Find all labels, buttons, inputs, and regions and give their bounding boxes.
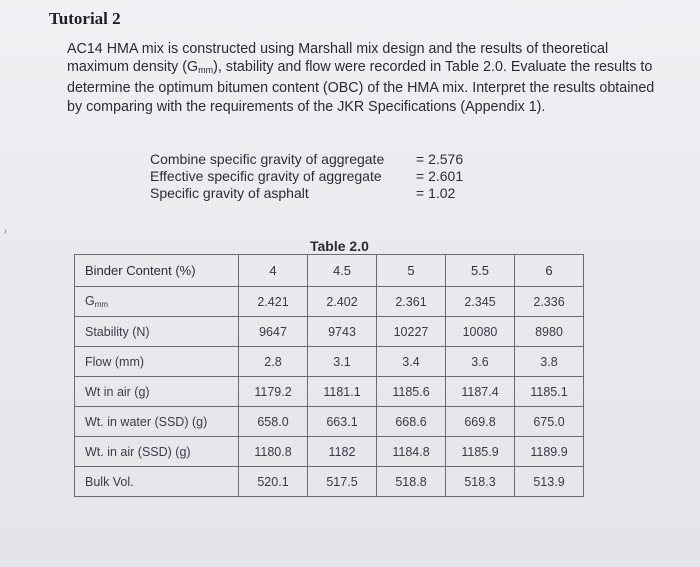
table-row bbox=[75, 317, 584, 347]
property-label: Effective specific gravity of aggregate bbox=[150, 168, 382, 184]
row-label: Wt in air (g) bbox=[75, 377, 239, 407]
property-value: = 2.576 bbox=[416, 151, 464, 167]
property-label: Combine specific gravity of aggregate bbox=[150, 151, 385, 167]
gmm-subscript: mm bbox=[198, 65, 214, 76]
table-cell: 1181.1 bbox=[308, 377, 377, 407]
statement-text-1: AC14 HMA mix is constructed using Marshall mix design and the results of theoretical maximum density (G bbox=[67, 41, 609, 76]
table-cell: 1184.8 bbox=[377, 437, 446, 467]
table-cell: 1179.2 bbox=[239, 377, 308, 407]
table-row bbox=[75, 437, 584, 467]
table-row bbox=[75, 407, 584, 437]
table-cell: 2.361 bbox=[377, 287, 446, 317]
table-cell: 3.4 bbox=[377, 347, 446, 377]
margin-mark: › bbox=[4, 226, 7, 236]
row-label: Wt. in air (SSD) (g) bbox=[75, 437, 239, 467]
page-title: Tutorial 2 bbox=[49, 9, 121, 28]
table-row bbox=[75, 377, 584, 407]
property-label: Specific gravity of asphalt bbox=[150, 185, 309, 201]
table-cell: 9743 bbox=[308, 317, 377, 347]
row-label: Wt. in water (SSD) (g) bbox=[75, 407, 239, 437]
table-cell: 1182 bbox=[308, 437, 377, 467]
table-cell: 1185.9 bbox=[446, 437, 515, 467]
table-header-row bbox=[75, 255, 584, 287]
row-label: Flow (mm) bbox=[75, 347, 239, 377]
row-label-subscript: mm bbox=[94, 300, 109, 309]
table-cell: 2.336 bbox=[515, 287, 584, 317]
statement-text-2: ), stability and flow were recorded in Table 2.0. Evaluate the results to determine the optimum bitumen content (OBC) of the HMA mix. Interpret the results obtained by comparing with the requirements of the JKR Specifications (Appendix 1). bbox=[67, 59, 655, 115]
table-cell: 2.8 bbox=[239, 347, 308, 377]
table-cell: 2.345 bbox=[446, 287, 515, 317]
row-label: Stability (N) bbox=[75, 317, 239, 347]
property-row bbox=[150, 185, 506, 202]
table-row bbox=[75, 347, 584, 377]
header-cell: 6 bbox=[515, 255, 584, 287]
table-cell: 518.3 bbox=[446, 467, 515, 497]
property-row bbox=[150, 168, 506, 185]
table-cell: 3.8 bbox=[515, 347, 584, 377]
row-label: Bulk Vol. bbox=[75, 467, 239, 497]
property-value: = 2.601 bbox=[416, 168, 464, 184]
table-cell: 1180.8 bbox=[239, 437, 308, 467]
table-cell: 520.1 bbox=[239, 467, 308, 497]
row-label bbox=[75, 287, 239, 317]
table-cell: 675.0 bbox=[515, 407, 584, 437]
table-cell: 10227 bbox=[377, 317, 446, 347]
table-cell: 1185.1 bbox=[515, 377, 584, 407]
table-cell: 9647 bbox=[239, 317, 308, 347]
table-cell: 663.1 bbox=[308, 407, 377, 437]
header-cell: 5.5 bbox=[446, 255, 515, 287]
table-cell: 658.0 bbox=[239, 407, 308, 437]
table-cell: 8980 bbox=[515, 317, 584, 347]
property-row bbox=[150, 151, 506, 168]
table-cell: 1187.4 bbox=[446, 377, 515, 407]
problem-statement bbox=[67, 40, 657, 116]
table-cell: 2.421 bbox=[239, 287, 308, 317]
table-cell: 668.6 bbox=[377, 407, 446, 437]
table-cell: 518.8 bbox=[377, 467, 446, 497]
table-row bbox=[75, 287, 584, 317]
table-cell: 10080 bbox=[446, 317, 515, 347]
table-caption: Table 2.0 bbox=[310, 238, 369, 254]
header-cell: 4.5 bbox=[308, 255, 377, 287]
marshall-results-table bbox=[74, 254, 584, 497]
table-cell: 1185.6 bbox=[377, 377, 446, 407]
header-cell: 5 bbox=[377, 255, 446, 287]
table-cell: 517.5 bbox=[308, 467, 377, 497]
given-properties bbox=[150, 151, 506, 202]
table-row bbox=[75, 467, 584, 497]
table-cell: 513.9 bbox=[515, 467, 584, 497]
row-label-text: G bbox=[85, 294, 95, 308]
table-cell: 669.8 bbox=[446, 407, 515, 437]
table-cell: 3.6 bbox=[446, 347, 515, 377]
table-cell: 3.1 bbox=[308, 347, 377, 377]
header-label: Binder Content (%) bbox=[75, 255, 239, 287]
table-cell: 1189.9 bbox=[515, 437, 584, 467]
header-cell: 4 bbox=[239, 255, 308, 287]
table-cell: 2.402 bbox=[308, 287, 377, 317]
property-value: = 1.02 bbox=[416, 185, 456, 201]
